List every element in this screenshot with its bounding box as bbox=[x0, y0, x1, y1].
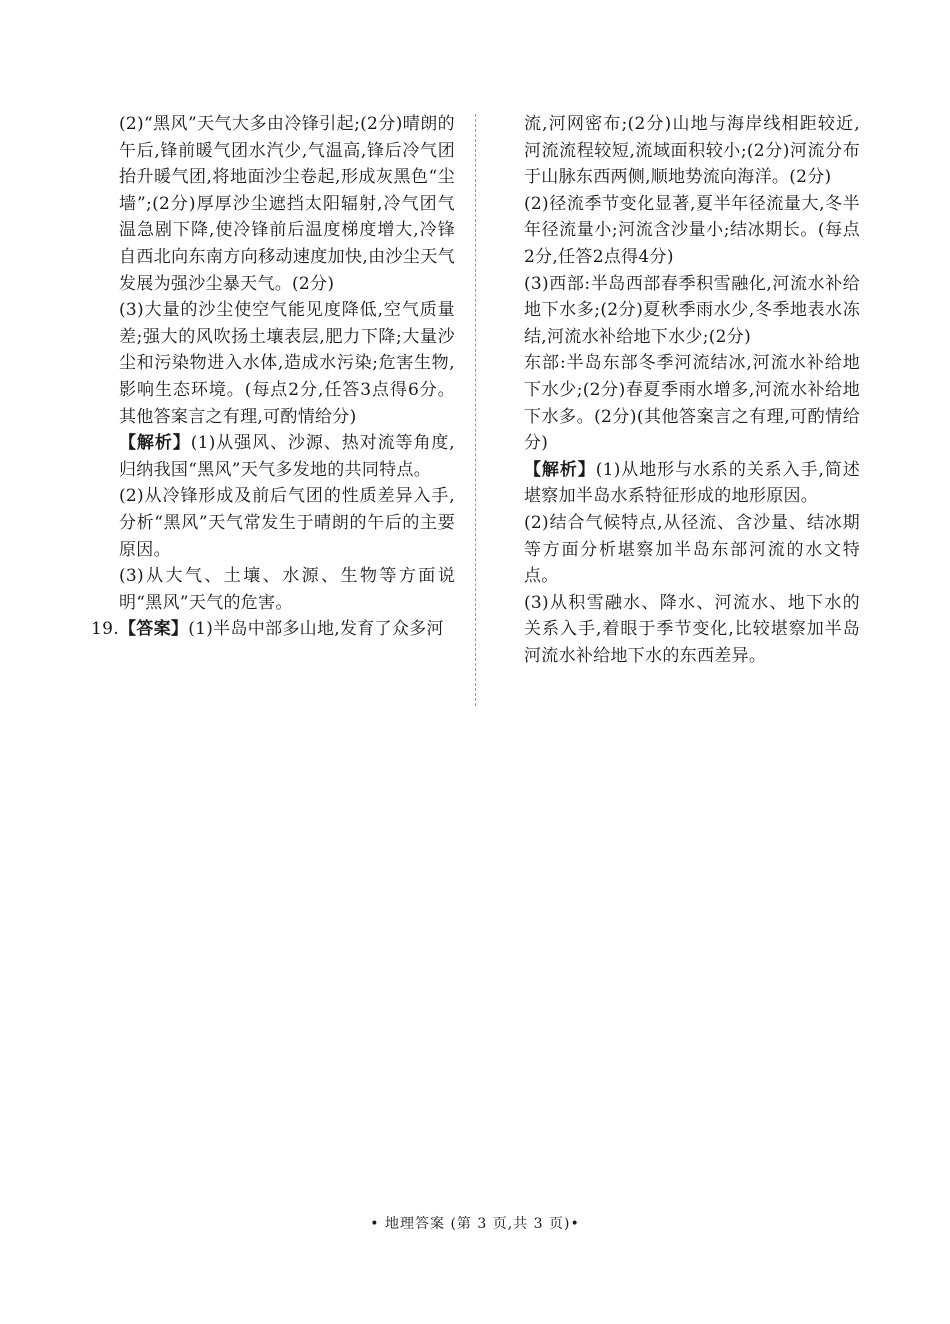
right-column bbox=[524, 111, 860, 669]
analysis-tag: 【解析】 bbox=[119, 433, 191, 454]
question-number: 19. bbox=[91, 619, 119, 640]
analysis-tag: 【解析】 bbox=[524, 459, 596, 480]
paragraph-q19-answer-3-west: (3)西部:半岛西部春季积雪融化,河流水补给地下水多;(2分)夏秋季雨水少,冬季地表水冻结,河流水补给地下水少;(2分) bbox=[524, 273, 860, 347]
paragraph-q18-analysis-2: (2)从冷锋形成及前后气团的性质差异入手,分析“黑风”天气常发生于晴朗的午后的主要原因。 bbox=[119, 486, 455, 560]
left-column bbox=[91, 111, 456, 643]
answer-tag: 【答案】 bbox=[119, 619, 189, 640]
paragraph-q19-analysis-1: 【解析】(1)从地形与水系的关系入手,简述堪察加半岛水系特征形成的地形原因。 bbox=[524, 459, 861, 507]
paragraph-q18-analysis-1: 【解析】(1)从强风、沙源、热对流等角度,归纳我国“黑风”天气多发地的共同特点。 bbox=[119, 433, 456, 480]
paragraph-q18-2: (2)“黑风”天气大多由冷锋引起;(2分)晴朗的午后,锋前暖气团水汽少,气温高,锋后冷气团抬升暖气团,将地面沙尘卷起,形成灰黑色“尘墙”;(2分)厚厚沙尘遮挡太阳辐射,冷气团气温急剧下降,使冷锋前后温度梯度增大,冷锋自西北向东南方向移动速度加快,由沙尘天气发展为强沙尘暴天气。(2分) bbox=[119, 114, 455, 294]
paragraph-q18-3: (3)大量的沙尘使空气能见度降低,空气质量差;强大的风吹扬土壤表层,肥力下降;大量沙尘和污染物进入水体,造成水污染;危害生物,影响生态环境。(每点2分,任答3点得6分。其他答案言之有理,可酌情给分) bbox=[119, 300, 455, 427]
paragraph-q19-answer-1: 19.【答案】(1)半岛中部多山地,发育了众多河 bbox=[91, 616, 455, 643]
paragraph-q19-analysis-3: (3)从积雪融水、降水、河流水、地下水的关系入手,着眼于季节变化,比较堪察加半岛河流水补给地下水的东西差异。 bbox=[524, 592, 860, 666]
page-footer: • 地理答案 (第 3 页,共 3 页)• bbox=[370, 1216, 580, 1232]
paragraph-q19-analysis-2: (2)结合气候特点,从径流、含沙量、结冰期等方面分析堪察加半岛东部河流的水文特点。 bbox=[524, 512, 860, 587]
column-divider bbox=[475, 114, 476, 706]
paragraph-q19-answer-2: (2)径流季节变化显著,夏半年径流量大,冬半年径流量小;河流含沙量小;结冰期长。(每点2分,任答2点得4分) bbox=[524, 193, 860, 267]
paragraph-q19-answer-3-east: 东部:半岛东部冬季河流结冰,河流水补给地下水少;(2分)春夏季雨水增多,河流水补给地下水多。(2分)(其他答案言之有理,可酌情给分) bbox=[524, 353, 860, 454]
paragraph-q19-answer-1-cont: 流,河网密布;(2分)山地与海岸线相距较近,河流流程较短,流域面积较小;(2分)河流分布于山脉东西两侧,顺地势流向海洋。(2分) bbox=[524, 114, 860, 188]
paragraph-q18-analysis-3: (3)从大气、土壤、水源、生物等方面说明“黑风”天气的危害。 bbox=[119, 566, 455, 613]
